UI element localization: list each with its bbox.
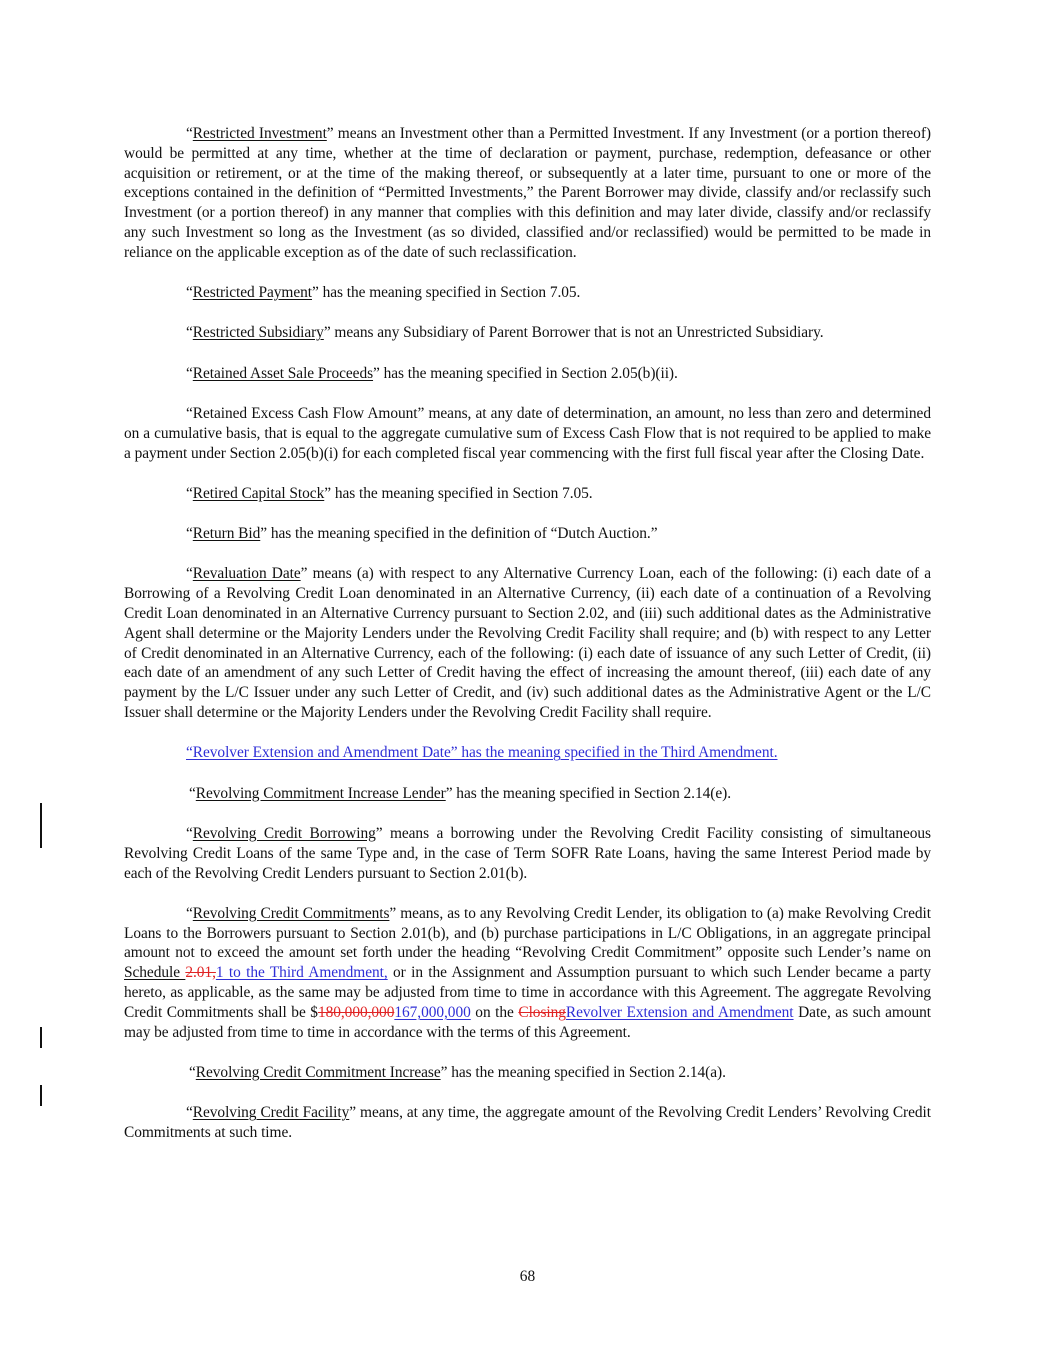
defined-term: Retained Excess Cash Flow Amount [192,404,418,422]
quote-close: ” [312,284,319,302]
defined-term: Revolving Credit Facility [192,1104,350,1122]
schedule-reference: Schedule [124,964,186,982]
definition-body: means, as to any Revolving Credit Lender, its obligation to (a) make Revolving Credit Loans to the Borrowers pursuant to Section 2.01(b), and (b) purchase participations in L/C Obligations, in an aggregate principal amount not to exceed the amount set forth under the heading “Revolving Credit Commitment” opposite such Lender’s name on [124,904,931,962]
definition-body: means an Investment other than a Permitted Investment. If any Investment (or a portion thereof) would be permitted at any time, whether at the time of declaration or payment, purchase, redemption, defeasance or other acquisition or retirement, or at the time of the making thereof, or subsequently at a later time, pursuant to one or more of the exceptions contained in the definition of “Permitted Investments,” the Parent Borrower may divide, classify and/or reclassify such Investment (or a portion thereof) in any manner that complies with this definition and may later divide, classify and/or reclassify any such Investment so long as the Investment (as so divided, classified and/or reclassified) would be permitted to be made in reliance on the applicable exception as of the date of such reclassification. [124,125,931,261]
quote-close: ” [324,484,332,502]
definition-body: has the meaning specified in Section 2.05(b)(ii). [379,364,678,382]
deleted-text: Closing [518,1003,566,1021]
quote-close: ” [375,824,383,842]
definition-body: means a borrowing under the Revolving Credit Facility consisting of simultaneous Revolving Credit Loans of the same Type and, in the case of Term SOFR Rate Loans, having the same Interest Period made by each of the Revolving Credit Lenders pursuant to Section 2.01(b). [124,824,931,882]
deleted-text: 2.01, [185,964,216,982]
quote-open: “ [186,284,193,302]
inserted-text: Revolver Extension and Amendment [565,1003,794,1021]
definition-body: on the [470,1003,519,1021]
definition-restricted-subsidiary [124,323,931,343]
defined-term: Revaluation Date [192,565,301,583]
quote-open: “ [186,484,193,502]
definition-revolving-credit-commitments [124,904,931,1043]
quote-open: “ [186,324,193,342]
quote-open: “ [189,1063,196,1081]
quote-close: ” [300,565,308,583]
quote-close: ” [349,1104,357,1122]
definition-revolving-credit-facility [124,1103,931,1143]
change-bar [40,1027,42,1048]
defined-term: Restricted Investment [192,125,327,142]
deleted-amount: 180,000,000 [317,1003,395,1021]
quote-close: ” [445,784,453,802]
change-bar [40,1085,42,1106]
quote-close: ” [323,324,331,342]
quote-close: ” [417,404,425,422]
inserted-amount: 167,000,000 [394,1003,471,1021]
defined-term: Revolving Credit Borrowing [192,824,376,842]
inserted-text: 1 to the Third Amendment, [215,964,388,982]
quote-open: “ [186,824,193,842]
definition-body: has the meaning specified in the definition of “Dutch Auction.” [267,525,658,543]
quote-open: “ [189,784,196,802]
quote-open: “ [186,904,193,922]
quote-open: “ [186,364,193,382]
definition-body: means (a) with respect to any Alternative Currency Loan, each of the following: (i) each date of a Borrowing of a Revolving Credit Loan denominated in an Alternative Currency, (ii) each date of a continuation of a Revolving Credit Loan denominated in an Alternative Currency pursuant to Section 2.02, and (iii) such additional dates as the Administrative Agent shall determine or the Majority Lenders under the Revolving Credit Facility shall require; and (b) with respect to any Letter of Credit denominated in an Alternative Currency, each of the following: (i) each date of issuance of any such Letter of Credit, (ii) each date of an amendment of any such Letter of Credit having the effect of increasing the amount thereof, (iii) each date of any payment by the L/C Issuer under any such Letter of Credit, and (iv) such additional dates as the Administrative Agent or the L/C Issuer shall determine or the Majority Lenders under the Revolving Credit Facility shall require. [124,565,931,722]
definition-body: has the meaning specified in Section 7.05. [318,284,581,302]
defined-term: Retired Capital Stock [192,484,325,502]
definition-retained-excess-cash-flow-amount [124,404,931,463]
definition-body: means, at any date of determination, an amount, no less than zero and determined on a cumulative basis, that is equal to the aggregate cumulative sum of Excess Cash Flow that is not required to be applied to make a payment under Section 2.05(b)(i) for each completed fiscal year commencing with the first full fiscal year after the Closing Date. [124,404,931,462]
defined-term: Revolving Credit Commitments [192,904,390,922]
definition-retired-capital-stock [124,484,931,504]
definition-revolving-credit-commitment-increase [124,1063,931,1083]
change-bar [40,803,42,848]
inserted-text: “Revolver Extension and Amendment Date” has the meaning specified in the Third Amendment. [186,744,778,762]
quote-open: “ [186,404,193,422]
definition-body: or in the Assignment and Assumption pursuant to which such Lender became a party hereto, as applicable, as the same may be adjusted from time to time in accordance with this Agreement. The aggregate Revolving Credit Commitments shall be $ [124,964,931,1021]
definition-revaluation-date [124,564,931,722]
quote-open: “ [186,1104,193,1122]
definition-revolving-credit-borrowing [124,824,931,883]
definition-body: Date, as such amount may be adjusted from time to time in accordance with the terms of this Agreement. [124,1003,932,1041]
defined-term: Return Bid [192,525,261,543]
definition-revolver-extension-and-amendment-date [124,743,931,763]
definition-body: has the meaning specified in Section 2.14(e). [452,784,731,802]
definition-body: means, at any time, the aggregate amount of the Revolving Credit Lenders’ Revolving Credit Commitments at such time. [124,1104,932,1141]
definition-body: has the meaning specified in Section 2.14(a). [447,1063,726,1081]
definition-restricted-investment [124,124,931,263]
quote-close: ” [440,1063,448,1081]
page-number: 68 [519,1268,536,1285]
defined-term: Revolving Commitment Increase Lender [195,784,446,802]
quote-open: “ [186,125,193,142]
defined-term: Revolving Credit Commitment Increase [195,1063,441,1081]
quote-close: ” [260,525,268,543]
quote-close: ” [389,904,397,922]
defined-term: Restricted Subsidiary [192,324,324,342]
defined-term: Restricted Payment [192,284,312,302]
document-page [124,124,931,1163]
definition-body: means any Subsidiary of Parent Borrower that is not an Unrestricted Subsidiary. [330,324,824,342]
definition-restricted-payment [124,283,931,303]
defined-term: Retained Asset Sale Proceeds [192,364,374,382]
quote-open: “ [186,565,193,583]
quote-close: ” [326,125,334,142]
definition-return-bid [124,524,931,544]
definition-revolving-commitment-increase-lender [124,784,931,804]
quote-close: ” [373,364,380,382]
quote-open: “ [186,525,193,543]
definition-retained-asset-sale-proceeds [124,364,931,384]
definition-body: has the meaning specified in Section 7.05. [331,484,593,502]
